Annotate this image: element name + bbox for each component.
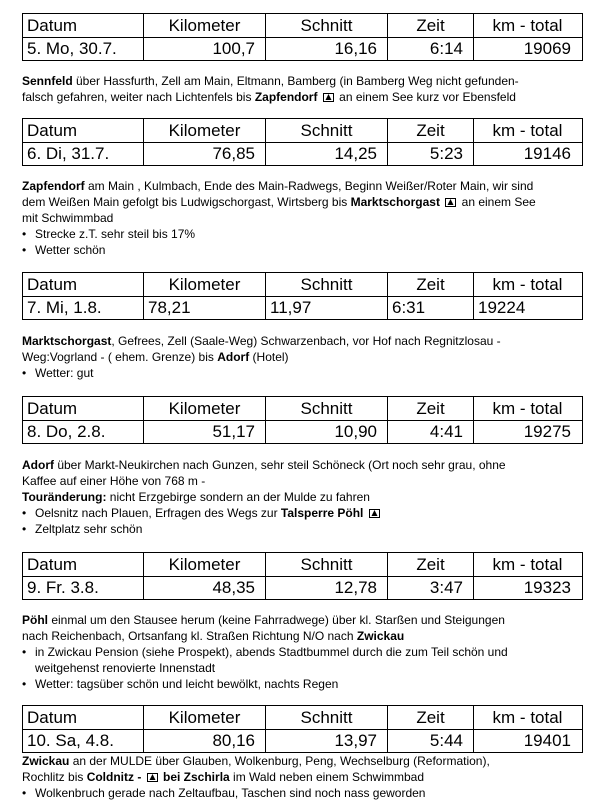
stage-text-9: [22, 612, 584, 692]
cell-zeit: 6:14: [388, 37, 474, 60]
table-header-row: [23, 397, 582, 421]
note-text: Wetter: gut: [35, 366, 94, 380]
place-name: Zwickau: [22, 754, 70, 768]
cell-datum: 5. Mo, 30.7.: [23, 37, 144, 60]
place-name: Marktschorgast: [22, 334, 112, 348]
cell-kilometer: 100,7: [144, 37, 266, 60]
cell-schnitt: 14,25: [266, 142, 388, 165]
header-zeit: Zeit: [388, 273, 474, 296]
bullet-icon: •: [22, 227, 27, 241]
list-item: [22, 676, 584, 692]
note-text: Wetter schön: [35, 243, 106, 257]
place-name: Zapfendorf: [22, 179, 85, 193]
note-text: in Zwickau Pension (siehe Prospekt), abends Stadtbummel durch die zum Teil schön und: [35, 645, 508, 659]
cell-zeit: 6:31: [388, 296, 474, 319]
place-name: Adorf: [217, 350, 250, 364]
header-zeit: Zeit: [388, 706, 474, 729]
route-text: einmal um den Stausee herum (keine Fahrradwege) über kl. Starßen und Steigungen: [48, 613, 505, 627]
bullet-icon: •: [22, 243, 27, 257]
list-item: [22, 226, 584, 242]
header-zeit: Zeit: [388, 553, 474, 576]
cell-datum: 7. Mi, 1.8.: [23, 296, 144, 319]
stage-table-10: [22, 705, 583, 753]
table-header-row: [23, 119, 582, 143]
route-text: an einem See kurz vor Ebensfeld: [335, 90, 516, 104]
stage-table-6: [22, 118, 583, 166]
header-kilometer: Kilometer: [144, 553, 266, 576]
route-text: , Gefrees, Zell (Saale-Weg) Schwarzenbach, vor Hof nach Regnitzlosau -: [111, 334, 501, 348]
route-text: Weg:Vogrland - ( ehem. Grenze) bis: [22, 350, 218, 364]
tent-icon: [369, 509, 380, 518]
table-row: [23, 576, 582, 599]
header-datum: Datum: [23, 553, 144, 576]
note-text: weitgehenst renovierte Innenstadt: [35, 661, 216, 675]
stage-table-9: [22, 552, 583, 600]
table-row: [23, 420, 582, 443]
table-row: [23, 296, 582, 319]
place-name: Pöhl: [22, 613, 48, 627]
header-datum: Datum: [23, 119, 144, 142]
place-name: Sennfeld: [22, 74, 73, 88]
header-kilometer: Kilometer: [144, 706, 266, 729]
note-text: Wolkenbruch gerade nach Zeltaufbau, Taschen sind noch nass geworden: [35, 786, 426, 800]
cell-kilometer: 80,16: [144, 729, 266, 752]
bullet-icon: •: [22, 522, 27, 536]
list-item: [22, 644, 584, 676]
header-schnitt: Schnitt: [266, 273, 388, 296]
route-text: falsch gefahren, weiter nach Lichtenfels bis: [22, 90, 255, 104]
stage-table-7: [22, 272, 583, 320]
cell-kilometer: 48,35: [144, 576, 266, 599]
table-row: [23, 142, 582, 165]
header-km-total: km - total: [492, 275, 563, 294]
note-text: Strecke z.T. sehr steil bis 17%: [35, 227, 196, 241]
cell-datum: 6. Di, 31.7.: [23, 142, 144, 165]
cell-zeit: 5:23: [388, 142, 474, 165]
cell-km-total: 19069: [523, 39, 571, 58]
header-kilometer: Kilometer: [144, 119, 266, 142]
cell-kilometer: 78,21: [144, 296, 266, 319]
header-schnitt: Schnitt: [266, 397, 388, 420]
header-kilometer: Kilometer: [144, 397, 266, 420]
bullet-icon: •: [22, 645, 27, 659]
route-text: Rochlitz bis: [22, 770, 87, 784]
note-text: Wetter: tagsüber schön und leicht bewölkt, nachts Regen: [35, 677, 339, 691]
route-text: über Hassfurth, Zell am Main, Eltmann, Bamberg (in Bamberg Weg nicht gefunden-: [72, 74, 519, 88]
header-km-total: km - total: [492, 16, 563, 35]
header-km-total: km - total: [492, 708, 563, 727]
header-schnitt: Schnitt: [266, 553, 388, 576]
cell-km-total: 19401: [523, 731, 571, 750]
header-zeit: Zeit: [388, 14, 474, 37]
place-name: Coldnitz -: [86, 770, 145, 784]
header-zeit: Zeit: [388, 397, 474, 420]
header-km-total: km - total: [492, 121, 563, 140]
route-text: im Wald neben einem Schwimmbad: [229, 770, 425, 784]
header-kilometer: Kilometer: [144, 273, 266, 296]
header-zeit: Zeit: [388, 119, 474, 142]
stage-text-5: [22, 73, 584, 105]
table-header-row: [23, 273, 582, 297]
tent-icon: [323, 93, 334, 102]
header-schnitt: Schnitt: [266, 14, 388, 37]
stage-text-8: [22, 457, 584, 537]
route-text: mit Schwimmbad: [22, 211, 114, 225]
cell-km-total: 19224: [478, 298, 526, 317]
route-text: dem Weißen Main gefolgt bis Ludwigschorgast, Wirtsberg bis: [22, 195, 351, 209]
cell-datum: 10. Sa, 4.8.: [23, 729, 144, 752]
cell-schnitt: 12,78: [266, 576, 388, 599]
cell-zeit: 5:44: [388, 729, 474, 752]
route-text: nicht Erzgebirge sondern an der Mulde zu fahren: [106, 490, 370, 504]
header-datum: Datum: [23, 706, 144, 729]
table-header-row: [23, 553, 582, 577]
cell-datum: 8. Do, 2.8.: [23, 420, 144, 443]
cell-kilometer: 51,17: [144, 420, 266, 443]
cell-zeit: 3:47: [388, 576, 474, 599]
cell-schnitt: 10,90: [266, 420, 388, 443]
header-schnitt: Schnitt: [266, 706, 388, 729]
note-text: Oelsnitz nach Plauen, Erfragen des Wegs zur: [35, 506, 281, 520]
cell-km-total: 19275: [523, 422, 571, 441]
header-kilometer: Kilometer: [144, 14, 266, 37]
route-text: am Main , Kulmbach, Ende des Main-Radwegs, Beginn Weißer/Roter Main, wir sind: [84, 179, 534, 193]
route-text: über Markt-Neukirchen nach Gunzen, sehr steil Schöneck (Ort noch sehr grau, ohne: [54, 458, 506, 472]
place-name: Marktschorgast: [350, 195, 440, 209]
list-item: [22, 505, 584, 521]
stage-text-6: [22, 178, 584, 258]
tent-icon: [147, 773, 158, 782]
place-name: Zwickau: [356, 629, 405, 643]
route-text: an der MULDE über Glauben, Wolkenburg, Peng, Wechselburg (Reformation),: [69, 754, 490, 768]
place-name: Adorf: [22, 458, 54, 472]
bullet-icon: •: [22, 506, 27, 520]
cell-zeit: 4:41: [388, 420, 474, 443]
header-km-total: km - total: [492, 555, 563, 574]
place-name: bei Zschirla: [159, 770, 230, 784]
stage-table-8: [22, 396, 583, 444]
header-datum: Datum: [23, 273, 144, 296]
cell-km-total: 19323: [523, 578, 571, 597]
bullet-icon: •: [22, 677, 27, 691]
list-item: [22, 785, 584, 801]
header-datum: Datum: [23, 397, 144, 420]
route-text: Kaffee auf einer Höhe von 768 m -: [22, 474, 206, 488]
route-text: nach Reichenbach, Ortsanfang kl. Straßen Richtung N/O nach: [22, 629, 357, 643]
tent-icon: [445, 198, 456, 207]
table-row: [23, 729, 582, 752]
stage-text-7: [22, 333, 584, 381]
route-text: (Hotel): [249, 350, 289, 364]
cell-km-total: 19146: [523, 144, 571, 163]
table-header-row: [23, 14, 582, 38]
bullet-icon: •: [22, 786, 27, 800]
header-km-total: km - total: [492, 399, 563, 418]
header-schnitt: Schnitt: [266, 119, 388, 142]
place-name: Talsperre Pöhl: [280, 506, 364, 520]
cell-schnitt: 11,97: [266, 296, 388, 319]
table-row: [23, 37, 582, 60]
route-change-label: Touränderung:: [22, 490, 107, 504]
route-text: an einem See: [458, 195, 536, 209]
place-name: Zapfendorf: [254, 90, 318, 104]
stage-table-5: [22, 13, 583, 61]
cell-schnitt: 13,97: [266, 729, 388, 752]
cell-datum: 9. Fr. 3.8.: [23, 576, 144, 599]
list-item: [22, 521, 584, 537]
cell-kilometer: 76,85: [144, 142, 266, 165]
header-datum: Datum: [23, 14, 144, 37]
list-item: [22, 365, 584, 381]
note-text: Zeltplatz sehr schön: [35, 522, 143, 536]
list-item: [22, 242, 584, 258]
bullet-icon: •: [22, 366, 27, 380]
stage-text-10: [22, 753, 584, 801]
cell-schnitt: 16,16: [266, 37, 388, 60]
table-header-row: [23, 706, 582, 730]
